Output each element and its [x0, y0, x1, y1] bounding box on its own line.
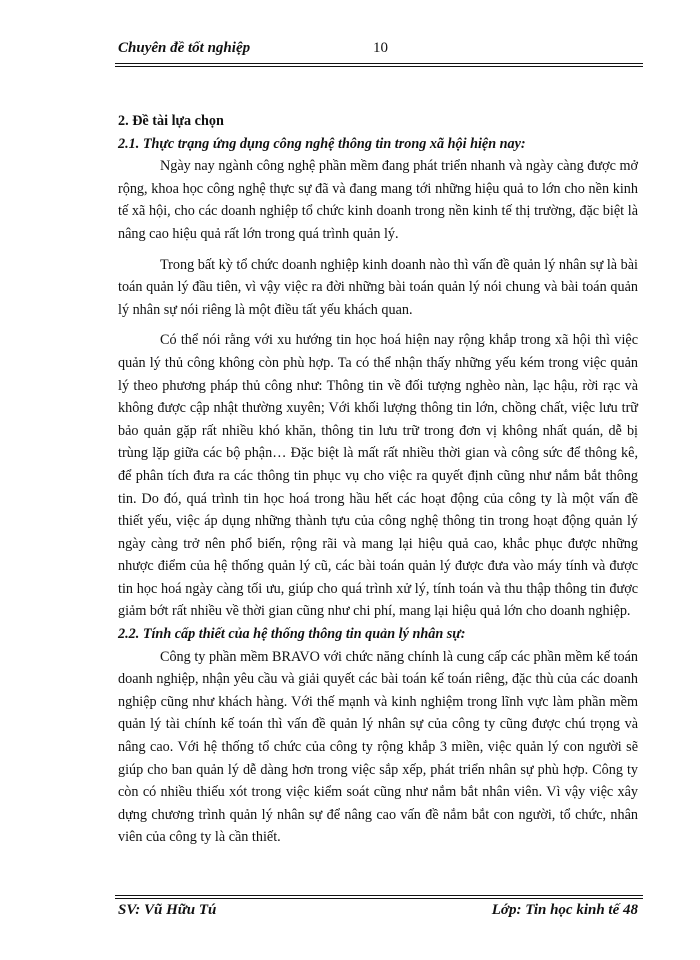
footer-divider	[115, 895, 643, 899]
footer-student: SV: Vũ Hữu Tú	[118, 902, 217, 918]
header-title: Chuyên đề tốt nghiệp	[118, 40, 251, 56]
paragraph: Trong bất kỳ tổ chức doanh nghiệp kinh doanh nào thì vấn đề quản lý nhân sự là bài toán quản lý đầu tiên, vì vậy việc ra đời những bài toán quản lý nói chung và bài toán quản lý nhân sự nói riêng là một điều tất yếu khách quan.	[118, 256, 638, 318]
paragraph: Công ty phần mềm BRAVO với chức năng chính là cung cấp các phần mềm kế toán doanh nghiệp, nhận yêu cầu và giải quyết các bài toán kế toán riêng, đặc thù của các doanh nghiệp cũng như khách hàng. Với thế mạnh và kinh nghiệm trong lĩnh vực làm phần mềm quản lý tài chính kế toán thì vấn đề quản lý nhân sự của công ty cũng được chú trọng và nâng cao. Với hệ thống tổ chức của công ty rộng khắp 3 miền, việc quản lý con người sẽ giúp cho ban quản lý dễ dàng hơn trong việc sắp xếp, phát triển nhân sự phù hợp. Công ty còn có nhiều thiếu xót trong việc kiểm soát cũng như nắm bắt nhân viên. Vì vậy việc xây dựng chương trình quản lý nhân sự để nâng cao vấn đề nắm bắt con người, tổ chức, nhân viên của công ty là cần thiết.	[118, 648, 638, 846]
header-divider	[115, 63, 643, 67]
paragraph: Ngày nay ngành công nghệ phần mềm đang phát triển nhanh và ngày càng được mở rộng, khoa học công nghệ thực sự đã và đang mang tới những hiệu quả to lớn cho nền kinh tế xã hội, cho các doanh nghiệp tổ chức kinh doanh trong nền kinh tế thị trường, đặc biệt là nâng cao hiệu quả rất lớn trong quá trình quản lý.	[118, 158, 638, 242]
page-header	[118, 40, 638, 62]
footer-class: Lớp: Tin học kinh tế 48	[491, 902, 638, 918]
subsection-heading-2-1: 2.1. Thực trạng ứng dụng công nghệ thông tin trong xã hội hiện nay:	[118, 135, 526, 152]
section-heading: 2. Đề tài lựa chọn	[118, 113, 224, 129]
page-number: 10	[373, 40, 388, 56]
subsection-heading-2-2: 2.2. Tính cấp thiết của hệ thống thông tin quản lý nhân sự:	[118, 626, 466, 643]
page-footer	[118, 902, 638, 924]
paragraph: Có thể nói rằng với xu hướng tin học hoá hiện nay rộng khắp trong xã hội thì việc quản lý thủ công không còn phù hợp. Ta có thể nhận thấy những yếu kém trong việc quản lý theo phương pháp thủ công như: Thông tin về đối tượng nghèo nàn, lạc hậu, rời rạc và không được cập nhật thường xuyên; Với khối lượng thông tin lớn, chồng chất, việc lưu trữ bảo quản gặp rất nhiều khó khăn, thông tin lưu trữ trong đơn vị không nhất quán, dễ bị trùng lặp giữa các bộ phận… Đặc biệt là mất rất nhiều thời gian và công sức để thông kê, để phân tích đưa ra các thông tin phục vụ cho việc ra quyết định cũng như nắm bắt thông tin. Do đó, quá trình tin học hoá trong hầu hết các hoạt động của công ty là một vấn đề thiết yếu, việc áp dụng những thành tựu của công nghệ thông tin trong hoạt động quản lý ngày càng trở nên phổ biến, rộng rãi và mang lại hiệu quả cao, khắc phục được những nhược điểm của hệ thống quản lý cũ, các bài toán quản lý được đưa vào máy tính và được tin học hoá ngày càng tối ưu, giúp cho quá trình xử lý, tính toán và thu thập thông tin được giảm bớt rất nhiều về thời gian cũng như chi phí, mang lại hiệu quả lớn cho doanh nghiệp.	[118, 332, 638, 620]
document-body	[118, 110, 638, 849]
